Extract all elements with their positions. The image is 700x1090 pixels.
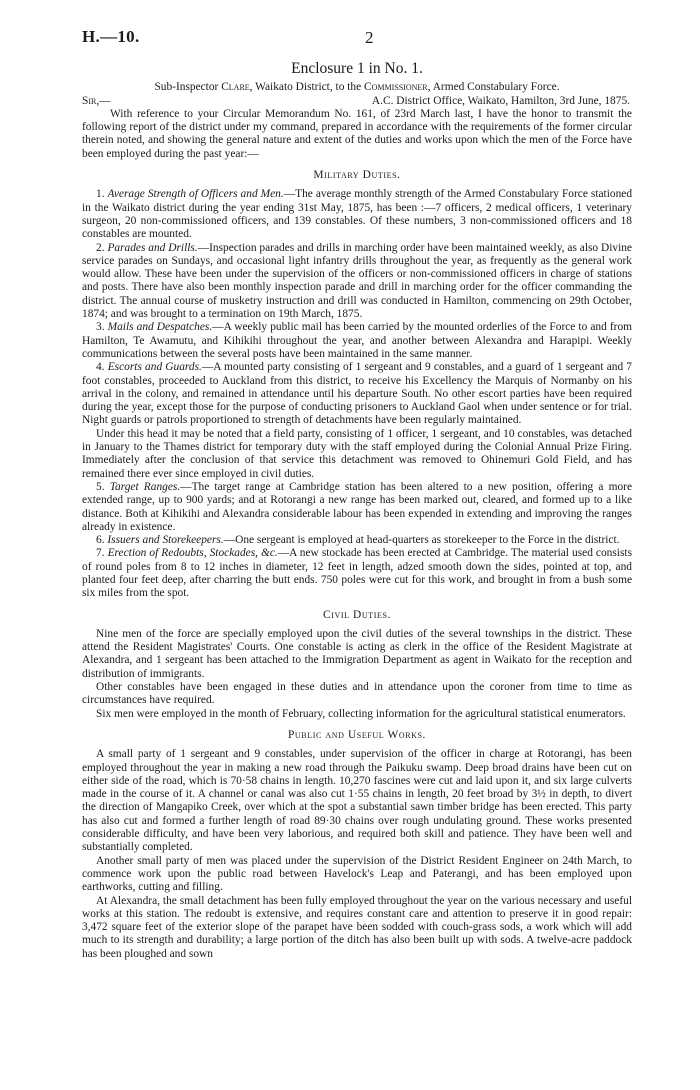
- salutation: Sir,—: [82, 94, 111, 107]
- paragraph-strength: 1. Average Strength of Officers and Men.—The average monthly strength of the Armed Constabulary Force stationed in the Waikato district during the year ending 31st May, 1875, has been :—7 officers, 2 medical officers, 1 veterinary surgeon, 20 non-commissioned officers, and 139 constables. Of these numbers, 3 non-commissioned officers and 18 constables are mounted.: [82, 188, 633, 241]
- intro-paragraph: With reference to your Circular Memorandum No. 161, of 23rd March last, I have the honor to transmit the following report of the district under my command, prepared in accordance with the requirements of the former circular therein noted, and showing the general nature and extent of the duties and works upon which the men of the Force have been employed during the past year:—: [82, 107, 632, 160]
- section-heading-military: Military Duties.: [313, 169, 401, 182]
- page-number: 2: [365, 28, 374, 47]
- paragraph-target-ranges: 5. Target Ranges.—The target range at Cambridge station has been altered to a new position, offering a more extended range, up to 900 yards; and at Rotorangi a new range has been marked out, cleared, and formed up to a like distance. Both at Kihikihi and Alexandra considerable labour has been expended in extending and improving the ranges already in existence.: [82, 480, 632, 533]
- paragraph-civil-2: Other constables have been engaged in these duties and in attendance upon the coroner from time to time as circumstances have required.: [82, 681, 632, 707]
- paragraph-escorts: 4. Escorts and Guards.—A mounted party consisting of 1 sergeant and 9 constables, and a guard of 1 sergeant and 7 foot constables, proceeded to Auckland from this district, to receive his Excellency the Marquis of Normanby on his arrival in the colony, and remained in attendance until his departure South. No other escort parties have been required during the year, except those for the purpose of conducting prisoners to Auckland Gaol when under sentence or for trial. Night guards or patrols proportioned to strength of detachments have been regularly maintained.: [82, 361, 633, 427]
- page-header: [82, 0, 632, 56]
- paragraph-public-2: Another small party of men was placed under the supervision of the District Resident Engineer on 24th March, to commence work upon the public road between Havelock's Leap and Paterangi, and has been employed upon earthworks, cutting and filling.: [82, 854, 632, 894]
- paragraph-public-3: At Alexandra, the small detachment has been fully employed throughout the year on the various necessary and useful works at this station. The redoubt is extensive, and requires constant care and attention to preserve it in good repair: 3,472 square feet of the exterior slope of the parapet have been sodded with couch-grass sods, a work which will add much to its strength and durability; a large portion of the ditch has also been built up with sods. A twelve-acre paddock has been ploughed and sown: [82, 894, 632, 960]
- paragraph-mails: 3. Mails and Despatches.—A weekly public mail has been carried by the mounted orderlies of the Force to and from Hamilton, Te Awamutu, and Kihikihi throughout the year, and another between Alexandra and Harapipi. Weekly communications between the several posts have been maintained in the same manner.: [82, 321, 633, 360]
- paragraph-public-1: A small party of 1 sergeant and 9 constables, under supervision of the officer in charge at Rotorangi, has been employed throughout the year in making a new road through the Paikuku swamp. Deep broad drains have been cut on either side of the road, which is 70·58 chains in length. 10,270 fascines were cut and laid upon it, and six large culverts made in the course of it. A channel or canal was also cut 1·55 chains in length, 20 feet broad by 3½ in depth, to divert the direction of Mangapiko Creek, over which at the spot a substantial sawn timber bridge has been erected. This party has also cut and formed a further length of road 89·30 chains over rough undulating ground. These works presented considerable difficulty, and have been very laborious, and required both skill and patience. They have been well and substantially completed.: [82, 748, 632, 854]
- document-reference: H.—10.: [82, 27, 140, 46]
- section-heading-civil: Civil Duties.: [323, 608, 391, 621]
- paragraph-field-party: Under this head it may be noted that a field party, consisting of 1 officer, 1 sergeant, and 10 constables, was detached in January to the Thames district for temporary duty with the staff employed during the Colonial Annual Prize Firing. Immediately after the conclusion of that service this detachment was removed to Ohinemuri Gold Field, and has remained there ever since employed in civil duties.: [82, 427, 632, 480]
- section-heading-public-works: Public and Useful Works.: [287, 728, 427, 741]
- paragraph-storekeepers: 6. Issuers and Storekeepers.—One sergeant is employed at head-quarters as storekeeper to the Force in the district.: [96, 534, 620, 547]
- enclosure-title: Enclosure 1 in No. 1.: [291, 60, 423, 77]
- salutation-line: [82, 95, 632, 108]
- paragraph-redoubts: 7. Erection of Redoubts, Stockades, &c.—A new stockade has been erected at Cambridge. The material used consists of round poles from 8 to 12 inches in diameter, 12 feet in length, adzed smooth down the sides, pointed at top, and planted four feet deep, after charring the butt ends. 750 poles were cut for this work, and brought in from a bush some six miles from the spot.: [82, 547, 632, 600]
- from-line: Sub-Inspector Clare, Waikato District, to the Commissioner, Armed Constabulary Force.: [154, 81, 560, 94]
- paragraph-parades: 2. Parades and Drills.—Inspection parades and drills in marching order have been maintained weekly, as also Divine service parades on Sundays, and occasional light infantry drills throughout the year, as frequently as the general work would allow. These have been under the supervision of the officers or non-commissioned officers in charge of stations and posts. There have also been monthly inspection parade and drill in marching order for the officer commanding the district. The annual course of musketry instruction and drill was conducted in Hamilton, commencing on 29th October, 1874; and was brought to a termination on 19th March, 1875.: [82, 241, 632, 321]
- paragraph-civil-3: Six men were employed in the month of February, collecting information for the agricultural statistical enumerators.: [96, 707, 626, 720]
- paragraph-civil-1: Nine men of the force are specially employed upon the civil duties of the several townships in the district. These attend the Resident Magistrates' Courts. One constable is acting as clerk in the office of the Resident Magistrate at Alexandra, and 1 sergeant has been attached to the Immigration Department as agent in Waikato for the reception and distribution of immigrants.: [82, 627, 632, 680]
- office-date-line: A.C. District Office, Waikato, Hamilton, 3rd June, 1875.: [371, 94, 630, 107]
